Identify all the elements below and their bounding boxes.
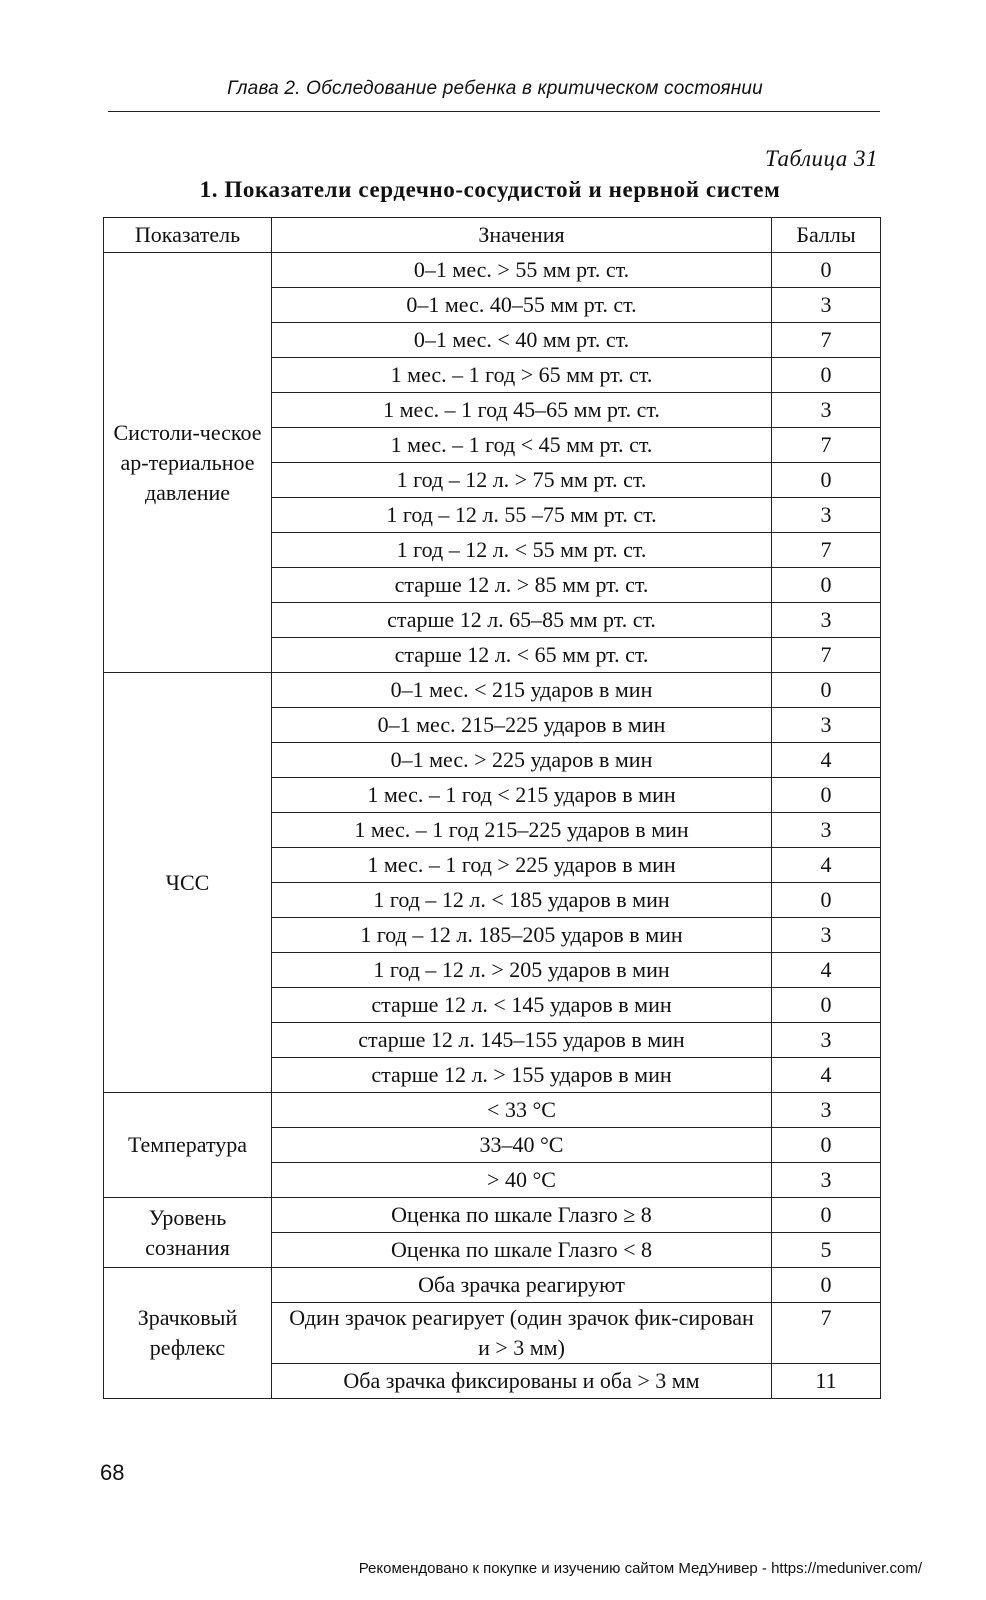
value-cell: 1 мес. – 1 год > 65 мм рт. ст. <box>272 358 772 393</box>
scores-table <box>103 217 881 1399</box>
value-cell: Оба зрачка фиксированы и оба > 3 мм <box>272 1364 772 1399</box>
value-cell: 1 год – 12 л. < 185 ударов в мин <box>272 883 772 918</box>
score-cell: 0 <box>772 988 881 1023</box>
table-row <box>104 1093 881 1128</box>
table-header-row <box>104 218 881 253</box>
score-cell: 3 <box>772 288 881 323</box>
table-row <box>104 253 881 288</box>
score-cell: 0 <box>772 673 881 708</box>
score-cell: 7 <box>772 533 881 568</box>
score-cell: 3 <box>772 1093 881 1128</box>
value-cell: 1 год – 12 л. > 75 мм рт. ст. <box>272 463 772 498</box>
value-cell: 1 мес. – 1 год 45–65 мм рт. ст. <box>272 393 772 428</box>
score-cell: 0 <box>772 358 881 393</box>
value-cell: 1 мес. – 1 год < 45 мм рт. ст. <box>272 428 772 463</box>
score-cell: 7 <box>772 638 881 673</box>
value-cell: 0–1 мес. < 215 ударов в мин <box>272 673 772 708</box>
column-header-indicator: Показатель <box>104 218 272 253</box>
indicator-cell: ЧСС <box>104 673 272 1093</box>
value-cell: 1 год – 12 л. > 205 ударов в мин <box>272 953 772 988</box>
value-cell: 1 мес. – 1 год > 225 ударов в мин <box>272 848 772 883</box>
table-number: Таблица 31 <box>764 146 878 171</box>
value-cell: старше 12 л. < 145 ударов в мин <box>272 988 772 1023</box>
score-cell: 0 <box>772 1268 881 1303</box>
value-cell: старше 12 л. > 155 ударов в мин <box>272 1058 772 1093</box>
value-cell: старше 12 л. > 85 мм рт. ст. <box>272 568 772 603</box>
value-cell: > 40 °C <box>272 1163 772 1198</box>
table-body <box>104 253 881 1399</box>
indicator-cell: Зрачковый рефлекс <box>104 1268 272 1399</box>
value-cell: 0–1 мес. > 225 ударов в мин <box>272 743 772 778</box>
score-cell: 0 <box>772 253 881 288</box>
value-cell: Оценка по шкале Глазго ≥ 8 <box>272 1198 772 1233</box>
score-cell: 3 <box>772 918 881 953</box>
score-cell: 0 <box>772 883 881 918</box>
score-cell: 3 <box>772 603 881 638</box>
score-cell: 4 <box>772 953 881 988</box>
score-cell: 11 <box>772 1364 881 1399</box>
score-cell: 3 <box>772 1163 881 1198</box>
value-cell: 1 мес. – 1 год < 215 ударов в мин <box>272 778 772 813</box>
value-cell: < 33 °C <box>272 1093 772 1128</box>
score-cell: 4 <box>772 848 881 883</box>
value-cell: 1 мес. – 1 год 215–225 ударов в мин <box>272 813 772 848</box>
value-cell: старше 12 л. 65–85 мм рт. ст. <box>272 603 772 638</box>
score-cell: 3 <box>772 393 881 428</box>
header-rule <box>108 111 880 112</box>
value-cell: Оба зрачка реагируют <box>272 1268 772 1303</box>
score-cell: 7 <box>772 323 881 358</box>
running-header: Глава 2. Обследование ребенка в критическом состоянии <box>227 78 763 99</box>
value-cell: 0–1 мес. > 55 мм рт. ст. <box>272 253 772 288</box>
value-cell: 0–1 мес. < 40 мм рт. ст. <box>272 323 772 358</box>
score-cell: 0 <box>772 778 881 813</box>
footer-note: Рекомендовано к покупке и изучению сайтом МедУнивер - https://meduniver.com/ <box>358 1560 922 1577</box>
score-cell: 7 <box>772 1303 881 1364</box>
indicator-cell: Температура <box>104 1093 272 1198</box>
column-header-values: Значения <box>272 218 772 253</box>
score-cell: 3 <box>772 813 881 848</box>
value-cell: 33–40 °C <box>272 1128 772 1163</box>
value-cell: 1 год – 12 л. 185–205 ударов в мин <box>272 918 772 953</box>
table-title: 1. Показатели сердечно-сосудистой и нервной систем <box>199 177 781 202</box>
score-cell: 4 <box>772 1058 881 1093</box>
column-header-score: Баллы <box>772 218 881 253</box>
page-number: 68 <box>100 1460 125 1485</box>
value-cell: Один зрачок реагирует (один зрачок фик-сирован и > 3 мм) <box>272 1303 772 1364</box>
value-cell: старше 12 л. 145–155 ударов в мин <box>272 1023 772 1058</box>
value-cell: 1 год – 12 л. < 55 мм рт. ст. <box>272 533 772 568</box>
score-cell: 0 <box>772 1198 881 1233</box>
value-cell: 0–1 мес. 215–225 ударов в мин <box>272 708 772 743</box>
score-cell: 4 <box>772 743 881 778</box>
indicator-cell: Систоли-ческое ар-териальное давление <box>104 253 272 673</box>
score-cell: 3 <box>772 1023 881 1058</box>
score-cell: 3 <box>772 708 881 743</box>
indicator-cell: Уровень сознания <box>104 1198 272 1268</box>
score-cell: 0 <box>772 463 881 498</box>
score-cell: 0 <box>772 1128 881 1163</box>
table-row <box>104 1198 881 1233</box>
value-cell: 1 год – 12 л. 55 –75 мм рт. ст. <box>272 498 772 533</box>
score-cell: 5 <box>772 1233 881 1268</box>
value-cell: Оценка по шкале Глазго < 8 <box>272 1233 772 1268</box>
score-cell: 0 <box>772 568 881 603</box>
value-cell: 0–1 мес. 40–55 мм рт. ст. <box>272 288 772 323</box>
table-row <box>104 673 881 708</box>
score-cell: 7 <box>772 428 881 463</box>
table-row <box>104 1268 881 1303</box>
value-cell: старше 12 л. < 65 мм рт. ст. <box>272 638 772 673</box>
score-cell: 3 <box>772 498 881 533</box>
